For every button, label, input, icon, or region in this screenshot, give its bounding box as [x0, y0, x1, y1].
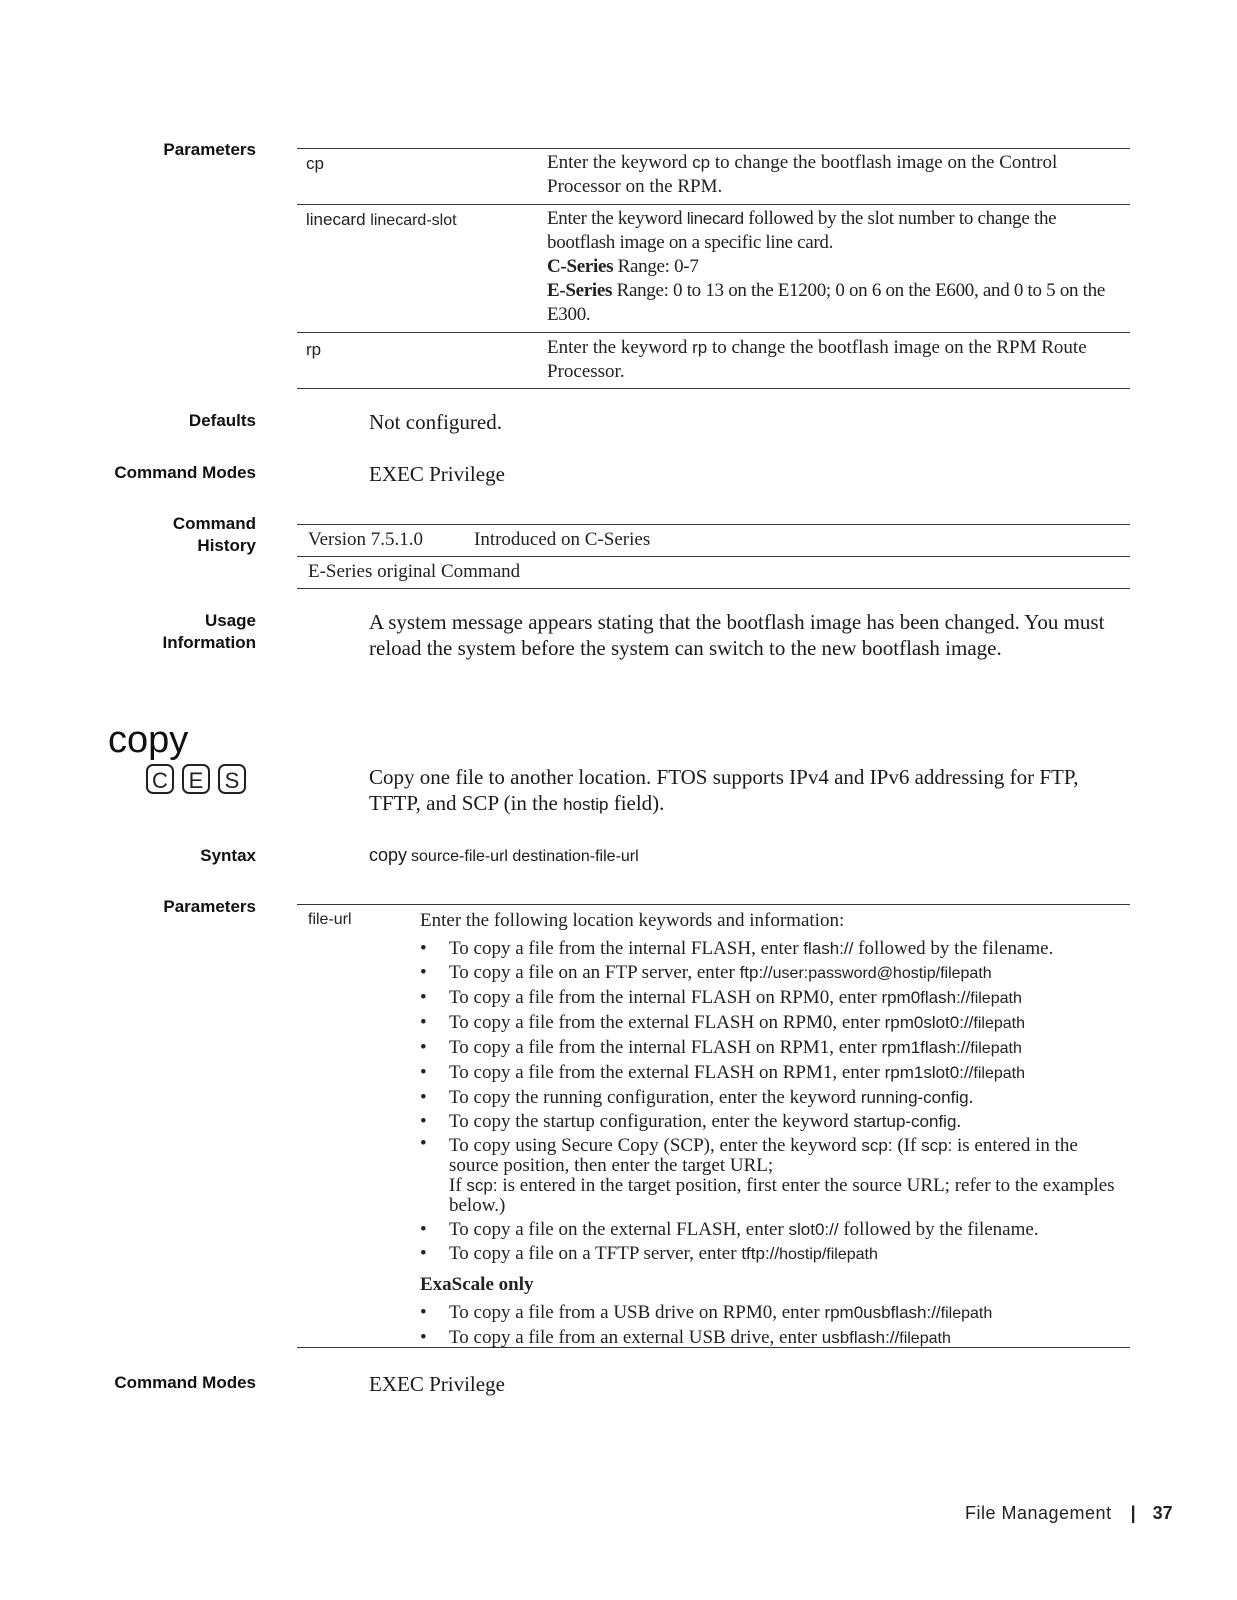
item-text: To copy the running configuration, enter the keyword — [449, 1087, 861, 1108]
desc-text: to change the bootflash image on the Control Processor on the RPM. — [547, 152, 1058, 197]
item-keyword: slot0:// — [788, 1220, 839, 1239]
footer-separator: | — [1130, 1503, 1136, 1523]
location-keyword-list — [420, 937, 1132, 1267]
item-text: If — [449, 1175, 467, 1196]
table-rule — [297, 1347, 1130, 1348]
param-name-rp — [306, 340, 321, 360]
desc-text: Copy one file to another location. FTOS supports IPv4 and IPv6 addressing for FTP, TFTP, and SCP (in the — [369, 765, 1079, 815]
param-name-linecard — [306, 210, 457, 230]
item-keyword: scp: — [861, 1136, 893, 1155]
item-keyword: usbflash:// — [821, 1328, 900, 1347]
param-keyword: cp — [306, 154, 324, 173]
item-argument: filepath — [973, 1065, 1025, 1082]
item-text: . — [968, 1087, 974, 1108]
table-rule — [297, 204, 1130, 205]
command-modes-text: EXEC Privilege — [369, 462, 505, 486]
item-text: To copy a file on an FTP server, enter — [449, 962, 740, 983]
list-item — [420, 1061, 1132, 1086]
page-number: 37 — [1152, 1503, 1173, 1523]
item-text: followed by the filename. — [838, 1219, 1039, 1240]
parameters-label: Parameters — [163, 140, 256, 159]
desc-text: followed by the slot number to change the bootflash image on a specific line card. — [547, 208, 1057, 253]
item-text: To copy a file on a TFTP server, enter — [449, 1243, 742, 1264]
platform-badge-c: C — [146, 764, 174, 794]
command-history-label — [173, 513, 256, 557]
param-name-cp — [306, 154, 324, 174]
desc-keyword: cp — [692, 153, 711, 172]
exascale-keyword-list — [420, 1301, 1132, 1351]
exascale-heading: ExaScale only — [420, 1274, 534, 1295]
list-item — [420, 1086, 1132, 1110]
table-rule — [297, 332, 1130, 333]
command-title: copy — [108, 719, 189, 761]
syntax-keyword: copy — [369, 845, 408, 865]
item-keyword: ftp:// — [739, 963, 773, 982]
desc-text: to change the bootflash image on the RPM Route Processor. — [547, 337, 1087, 382]
item-keyword: scp: — [921, 1136, 953, 1155]
item-keyword: rpm0slot0:// — [884, 1013, 974, 1032]
c-series-line — [547, 255, 1127, 279]
table-rule — [297, 148, 1130, 149]
table-rule — [297, 388, 1130, 389]
command-modes-text: EXEC Privilege — [369, 1372, 505, 1396]
item-argument: filepath — [973, 1015, 1025, 1032]
param-keyword: rp — [306, 340, 322, 359]
param-intro: Enter the following location keywords and information: — [420, 910, 845, 931]
param-desc-linecard — [547, 207, 1127, 327]
history-version: E-Series original Command — [308, 561, 521, 582]
usage-information-text: A system message appears stating that the bootflash image has been changed. You must reload the system before the system can switch to the new bootflash image. — [369, 610, 1105, 660]
item-keyword: rpm0flash:// — [881, 988, 971, 1007]
syntax-arguments: source-file-url destination-file-url — [411, 848, 639, 865]
command-description — [369, 764, 1129, 818]
desc-text: Enter the keyword — [547, 152, 693, 173]
param-argument: linecard-slot — [370, 212, 457, 229]
item-text: To copy a file from a USB drive on RPM0, enter — [449, 1302, 825, 1323]
e-series-label: E-Series — [547, 280, 613, 301]
history-rule — [297, 556, 1130, 557]
command-modes-label: Command Modes — [114, 1373, 256, 1392]
param-desc-rp — [547, 336, 1107, 384]
desc-keyword: hostip — [563, 795, 609, 814]
desc-text: Enter the keyword — [547, 208, 687, 229]
list-item — [420, 937, 1132, 961]
item-keyword: tftp:// — [741, 1244, 780, 1263]
defaults-text: Not configured. — [369, 410, 502, 434]
item-text: To copy a file from the internal FLASH on RPM0, enter — [449, 987, 882, 1008]
platform-badges — [138, 764, 246, 794]
page-footer — [965, 1503, 1173, 1524]
item-argument: filepath — [970, 990, 1022, 1007]
usage-information-label — [163, 610, 257, 654]
item-text: To copy a file from an external USB drive, enter — [449, 1327, 822, 1348]
item-keyword: scp: — [466, 1176, 498, 1195]
list-item — [420, 1301, 1132, 1326]
label-line: History — [197, 536, 256, 555]
item-text: is entered in the source position, then enter the target URL; — [449, 1135, 1078, 1176]
label-line: Usage — [204, 611, 256, 630]
e-series-range: Range: 0 to 13 on the E1200; 0 on 6 on the E600, and 0 to 5 on the E300. — [547, 280, 1105, 325]
item-keyword: rpm1slot0:// — [884, 1063, 974, 1082]
command-modes-label: Command Modes — [114, 463, 256, 482]
item-keyword: startup-config — [853, 1112, 957, 1131]
item-text: To copy a file from the external FLASH on RPM1, enter — [449, 1062, 885, 1083]
item-text: To copy using Secure Copy (SCP), enter the keyword — [449, 1135, 862, 1156]
item-keyword: rpm0usbflash:// — [824, 1303, 941, 1322]
list-item — [420, 1242, 1132, 1267]
c-series-label: C-Series — [547, 256, 614, 277]
param-desc-file-url — [420, 909, 1132, 1351]
desc-text: Enter the keyword — [547, 337, 693, 358]
history-description: Introduced on C-Series — [474, 529, 651, 550]
list-item-scp — [420, 1134, 1132, 1218]
item-argument: user:password@hostip/filepath — [772, 965, 992, 982]
desc-keyword: linecard — [686, 209, 744, 228]
item-text: is entered in the target position, first enter the source URL; refer to the examples below.) — [449, 1175, 1115, 1216]
syntax-label: Syntax — [200, 846, 256, 865]
list-item — [420, 986, 1132, 1011]
history-rule — [297, 588, 1130, 589]
item-text: To copy a file on the external FLASH, enter — [449, 1219, 789, 1240]
item-keyword: rpm1flash:// — [881, 1038, 971, 1057]
item-keyword: flash:// — [803, 939, 854, 958]
item-text: To copy a file from the internal FLASH, enter — [449, 938, 804, 959]
footer-section-title: File Management — [965, 1503, 1112, 1523]
item-text: To copy the startup configuration, enter the keyword — [449, 1111, 854, 1132]
list-item — [420, 1036, 1132, 1061]
item-argument: filepath — [970, 1040, 1022, 1057]
label-line: Information — [162, 633, 256, 652]
list-item — [420, 1110, 1132, 1134]
item-text: . — [956, 1111, 962, 1132]
c-series-range: Range: 0-7 — [613, 256, 699, 277]
item-keyword: running-config — [860, 1088, 969, 1107]
label-line: Command — [172, 514, 256, 533]
item-argument: filepath — [899, 1330, 951, 1347]
syntax-command — [369, 845, 639, 866]
platform-badge-e: E — [182, 764, 210, 794]
table-rule — [297, 904, 1130, 905]
list-item — [420, 1218, 1132, 1242]
parameters-label: Parameters — [163, 897, 256, 916]
item-text: (If — [892, 1135, 922, 1156]
item-argument: filepath — [940, 1305, 993, 1322]
item-text: followed by the filename. — [853, 938, 1054, 959]
history-rule — [297, 524, 1130, 525]
desc-text: field). — [608, 791, 665, 815]
param-name-file-url: file-url — [308, 911, 352, 928]
history-version: Version 7.5.1.0 — [308, 529, 424, 550]
list-item — [420, 1011, 1132, 1036]
item-text: To copy a file from the external FLASH on RPM0, enter — [449, 1012, 885, 1033]
param-desc-cp — [547, 151, 1122, 199]
e-series-line — [547, 279, 1127, 327]
desc-line — [547, 207, 1127, 255]
platform-badge-s: S — [218, 764, 246, 794]
list-item — [420, 961, 1132, 986]
desc-keyword: rp — [692, 338, 708, 357]
item-text: To copy a file from the internal FLASH on RPM1, enter — [449, 1037, 882, 1058]
defaults-label: Defaults — [188, 411, 256, 430]
item-argument: hostip/filepath — [779, 1246, 878, 1263]
param-keyword: linecard — [306, 210, 366, 229]
